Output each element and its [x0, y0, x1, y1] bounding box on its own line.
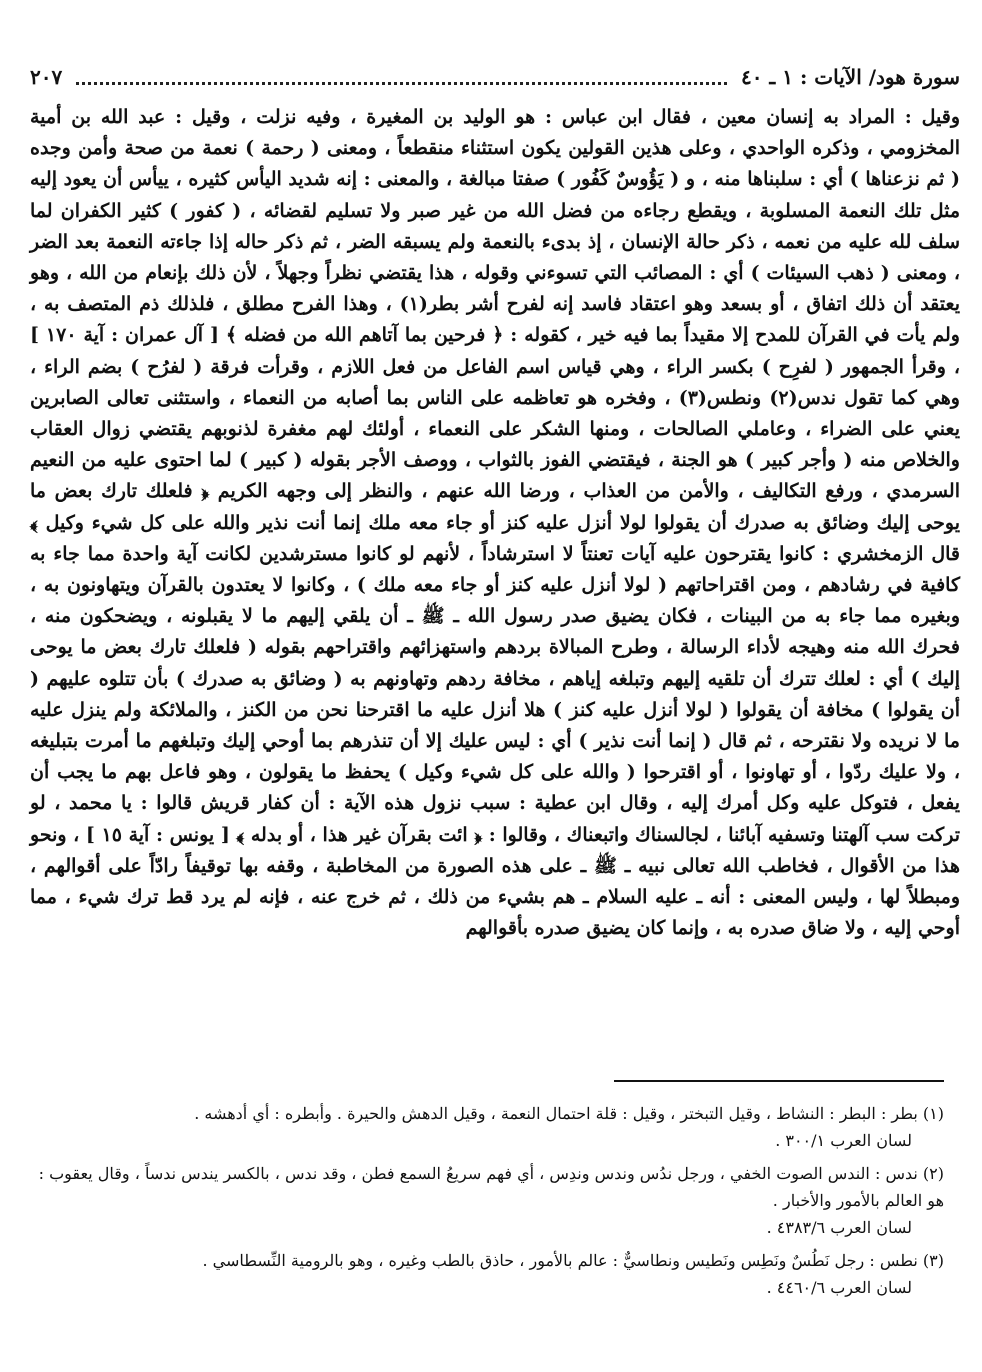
footnote-2-source: لسان العرب ٤٣٨٣/٦ .: [766, 1218, 912, 1237]
footnote-1-source: لسان العرب ٣٠٠/١ .: [775, 1131, 912, 1150]
surah-title: سورة هود/ الآيات : ١ ـ ٤٠: [740, 65, 960, 89]
body-paragraph: وقيل : المراد به إنسان معين ، فقال ابن عباس : هو الوليد بن المغيرة ، وفيه نزلت ، وقيل : عبد الله بن أمية المخزومي ، وذكره الواحدي ، وعلى هذين القولين يكون استثناء منقطعاً ، ومعنى ( رحمة ) نعمة من صحة وأمن وجده ( ثم نزعناها ) أي : سلبناها منه ، و ( يَؤُوسٌ كَفُور ) صفتا مبالغة ، والمعنى : إنه شديد اليأس كثيره ، ييأس أن يعود إليه مثل تلك النعمة المسلوبة ، ويقطع رجاءه من فضل الله من غير صبر ولا تسليم لقضائه ، ( كفور ) كثير الكفران لما سلف لله عليه من نعمه ، ذكر حالة الإنسان ، إذ بدىء بالنعمة ولم يسبقه الضر ، ثم ذكر حاله إذا جاءته النعمة بعد الضر ، ومعنى ( ذهب السيئات ) أي : المصائب التي تسوءني وقوله ، هذا يقتضي نظراً وجهلاً ، لأن ذلك بإنعام من الله ، وهو يعتقد أن ذلك اتفاق ، أو بسعد وهو اعتقاد فاسد إنه لفرح أشر بطر(١) ، وهذا الفرح مطلق ، فلذلك ذم المتصف به ، ولم يأت في القرآن للمدح إلا مقيداً بما فيه خير ، كقوله : ﴿ فرحين بما آتاهم الله من فضله ﴾ [ آل عمران : آية ١٧٠ ] ، وقرأ الجمهور ( لفرِح ) بكسر الراء ، وهي قياس اسم الفاعل من فعل اللازم ، وقرأت فرقة ( لفرُح ) بضم الراء ، وهي كما تقول ندس(٢) ونطس(٣) ، وفخره هو تعاظمه على الناس بما أصابه من النعماء ، واستثنى تعالى الصابرين يعني على الضراء ، وعاملي الصالحات ، ومنها الشكر على النعماء ، أولئك لهم مغفرة لذنوبهم يقتضي زوال العقاب والخلاص منه ( وأجر كبير ) هو الجنة ، فيقتضي الفوز بالثواب ، ووصف الأجر بقوله ( كبير ) لما احتوى عليه من النعيم السرمدي ، ورفع التكاليف ، والأمن من العذاب ، ورضا الله عنهم ، والنظر إلى وجهه الكريم ﴿ فلعلك تارك بعض ما يوحى إليك وضائق به صدرك أن يقولوا لولا أنزل عليه كنز أو جاء معه ملك إنما أنت نذير والله على كل شيء وكيل ﴾ قال الزمخشري : كانوا يقترحون عليه آيات تعنتاً لا استرشاداً ، لأنهم لو كانوا مسترشدين لكانت آية واحدة مما جاء به كافية في رشادهم ، ومن اقتراحاتهم ( لولا أنزل عليه كنز أو جاء معه ملك ) ، وكانوا لا يعتدون بالقرآن ويتهاونون به ، وبغيره مما جاء به من البينات ، فكان يضيق صدر رسول الله ـ ﷺ ـ أن يلقي إليهم ما لا يقبلونه ، ويضحكون منه ، فحرك الله منه وهيجه لأداء الرسالة ، وطرح المبالاة بردهم واستهزائهم واقتراحهم بقوله ( فلعلك تارك بعض ما يوحى إليك ) أي : لعلك تترك أن تلقيه إليهم وتبلغه إياهم ، مخافة ردهم وتهاونهم به ( وضائق به صدرك ) بأن تتلوه عليهم ( أن يقولوا ) مخافة أن يقولوا ( لولا أنزل عليه كنز ) هلا أنزل عليه ما اقترحنا نحن من الكنز ، والملائكة ولم ينزل عليه ما لا نريده ولا نقترحه ، ثم قال ( إنما أنت نذير ) أي : ليس عليك إلا أن تنذرهم بما أوحي إليك وتبلغهم ما أمرت بتبليغه ، ولا عليك ردّوا ، أو تهاونوا ، أو اقترحوا ( والله على كل شيء وكيل ) يحفظ ما يقولون ، وهو فاعل بهم ما يجب أن يفعل ، فتوكل عليه وكل أمرك إليه ، وقال ابن عطية : سبب نزول هذه الآية : أن كفار قريش قالوا : يا محمد ، لو تركت سب آلهتنا وتسفيه آبائنا ، لجالسناك واتبعناك ، وقالوا : ﴿ ائت بقرآن غير هذا ، أو بدله ﴾ [ يونس : آية ١٥ ] ، ونحو هذا من الأقوال ، فخاطب الله تعالى نبيه ـ ﷺ ـ على هذه الصورة من المخاطبة ، وقفه بها توقيفاً رادّاً على أقوالهم ، ومبطلاً لها ، وليس المعنى : أنه ـ عليه السلام ـ هم بشيء من ذلك ، ثم خرج عنه ، فإنه لم يرد قط ترك شيء ، مما أوحي إليه ، ولا ضاق صدره به ، وإنما كان يضيق صدره بأقوالهم: [30, 106, 960, 940]
footnote-separator: [614, 1080, 944, 1082]
header-dot-leader: [76, 70, 727, 85]
footnote-3: [30, 1247, 944, 1301]
page-number: ٢٠٧: [30, 65, 63, 89]
footnote-2-text: (٢) ندس : الندس الصوت الخفي ، ورجل ندُس وندس وندِس ، أي فهم سريعُ السمع فطن ، وقد ندس ، بالكسر يندس ندساً ، وقال يعقوب : هو العالم بالأمور والأخبار .: [38, 1164, 944, 1210]
main-text: [30, 102, 960, 944]
footnote-1-text: (١) بطر : البطر : النشاط ، وقيل التبختر ، وقيل : قلة احتمال النعمة ، وقيل الدهش والحيرة . وأبطره : أي أدهشه .: [194, 1104, 944, 1123]
running-header: [30, 60, 960, 94]
footnotes: [30, 1100, 944, 1307]
footnote-2: [30, 1160, 944, 1241]
footnote-1: [30, 1100, 944, 1154]
footnote-3-text: (٣) نطس : رجل نَطُسٌ ونَطِس ونَطيس ونطاسيٌّ : عالم بالأمور ، حاذق بالطب وغيره ، وهو بالرومية النِّسطاسي .: [202, 1251, 944, 1270]
footnote-3-source: لسان العرب ٤٤٦٠/٦ .: [766, 1278, 912, 1297]
